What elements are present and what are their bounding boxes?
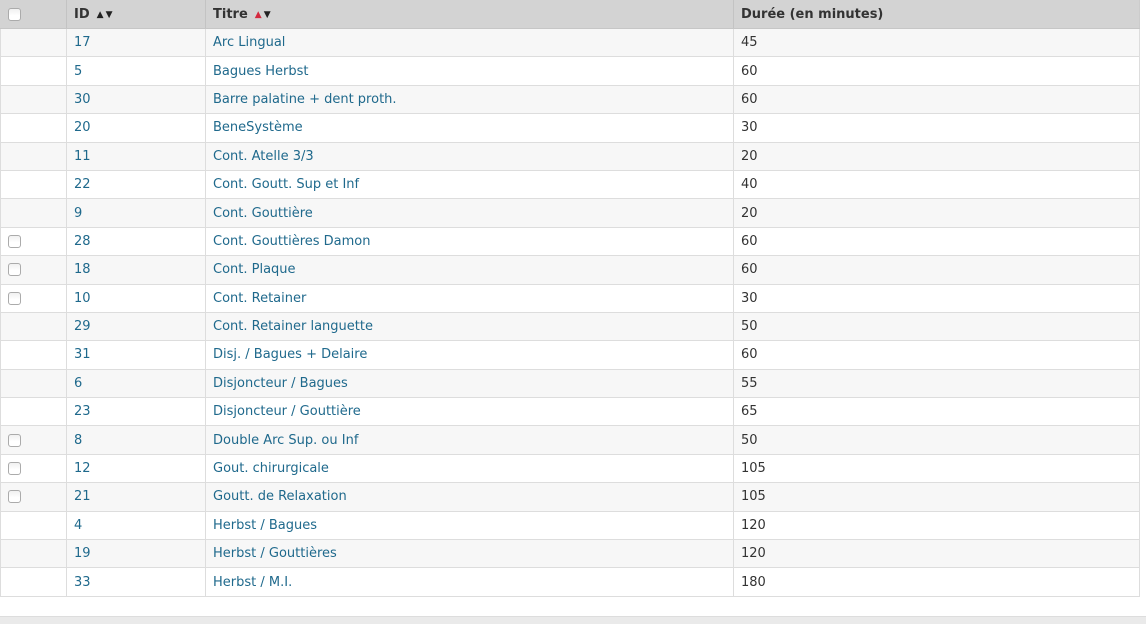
titre-cell (206, 227, 734, 255)
id-cell (67, 341, 206, 369)
id-link[interactable]: 29 (74, 319, 91, 335)
row-checkbox-cell (1, 398, 67, 426)
id-cell (67, 256, 206, 284)
duree-cell (734, 114, 1140, 142)
table-row (1, 426, 1140, 454)
duree-cell (734, 85, 1140, 113)
id-cell (67, 284, 206, 312)
id-cell (67, 312, 206, 340)
table-row (1, 284, 1140, 312)
row-checkbox-cell (1, 284, 67, 312)
table-row (1, 114, 1140, 142)
id-link[interactable]: 4 (74, 517, 83, 533)
titre-link[interactable]: Disjoncteur / Gouttière (213, 404, 361, 420)
titre-cell (206, 454, 734, 482)
row-checkbox-cell (1, 199, 67, 227)
duree-cell (734, 426, 1140, 454)
column-header-id[interactable] (67, 1, 206, 29)
duree-value: 105 (741, 489, 766, 505)
table-row (1, 199, 1140, 227)
duree-cell (734, 142, 1140, 170)
id-link[interactable]: 10 (74, 290, 91, 306)
titre-link[interactable]: Herbst / M.I. (213, 574, 293, 590)
titre-link[interactable]: BeneSystème (213, 120, 303, 136)
row-checkbox-cell (1, 341, 67, 369)
duree-value: 105 (741, 461, 766, 477)
duree-value: 50 (741, 432, 758, 448)
titre-cell (206, 341, 734, 369)
table-row (1, 85, 1140, 113)
duree-value: 55 (741, 375, 758, 391)
id-cell (67, 114, 206, 142)
table-row (1, 483, 1140, 511)
id-link[interactable]: 12 (74, 461, 91, 477)
titre-cell (206, 85, 734, 113)
duree-value: 20 (741, 205, 758, 221)
select-all-checkbox[interactable] (8, 8, 21, 21)
sort-desc-icon[interactable]: ▼ (263, 10, 271, 20)
duree-cell (734, 29, 1140, 57)
column-header-duree-label: Durée (en minutes) (741, 7, 884, 22)
titre-link[interactable]: Herbst / Gouttières (213, 546, 337, 562)
duree-cell (734, 511, 1140, 539)
table-row (1, 227, 1140, 255)
duree-cell (734, 483, 1140, 511)
titre-link[interactable]: Cont. Atelle 3/3 (213, 148, 314, 164)
titre-cell (206, 483, 734, 511)
id-cell (67, 398, 206, 426)
titre-link[interactable]: Double Arc Sup. ou Inf (213, 432, 359, 448)
titre-cell (206, 312, 734, 340)
duree-cell (734, 284, 1140, 312)
id-link[interactable]: 9 (74, 205, 83, 221)
table-row (1, 341, 1140, 369)
row-checkbox-cell (1, 483, 67, 511)
duree-value: 60 (741, 262, 758, 278)
id-cell (67, 369, 206, 397)
titre-link[interactable]: Goutt. de Relaxation (213, 489, 347, 505)
titre-cell (206, 398, 734, 426)
titre-link[interactable]: Cont. Plaque (213, 262, 296, 278)
row-checkbox-cell (1, 57, 67, 85)
id-cell (67, 454, 206, 482)
column-header-duree[interactable] (734, 1, 1140, 29)
row-checkbox[interactable] (8, 490, 21, 503)
row-checkbox[interactable] (8, 292, 21, 305)
duree-value: 60 (741, 347, 758, 363)
id-link[interactable]: 33 (74, 574, 91, 590)
header-row (1, 1, 1140, 29)
titre-link[interactable]: Cont. Goutt. Sup et Inf (213, 177, 360, 193)
row-checkbox-cell (1, 426, 67, 454)
id-cell (67, 426, 206, 454)
id-link[interactable]: 8 (74, 432, 83, 448)
table-row (1, 511, 1140, 539)
row-checkbox[interactable] (8, 235, 21, 248)
table-row (1, 142, 1140, 170)
titre-cell (206, 170, 734, 198)
id-link[interactable]: 11 (74, 148, 91, 164)
duree-value: 180 (741, 574, 766, 590)
table-row (1, 454, 1140, 482)
table-body (1, 29, 1140, 597)
titre-link[interactable]: Cont. Retainer languette (213, 319, 373, 335)
id-link[interactable]: 19 (74, 546, 91, 562)
row-checkbox-cell (1, 170, 67, 198)
duree-cell (734, 540, 1140, 568)
titre-cell (206, 29, 734, 57)
table-row (1, 256, 1140, 284)
titre-cell (206, 142, 734, 170)
duree-cell (734, 398, 1140, 426)
titre-cell (206, 199, 734, 227)
row-checkbox-cell (1, 256, 67, 284)
titre-link[interactable]: Disjoncteur / Bagues (213, 375, 348, 391)
titre-link[interactable]: Barre palatine + dent proth. (213, 91, 397, 107)
titre-cell (206, 568, 734, 596)
select-all-header-cell (1, 1, 67, 29)
row-checkbox[interactable] (8, 462, 21, 475)
id-cell (67, 511, 206, 539)
id-cell (67, 483, 206, 511)
sort-desc-icon[interactable]: ▼ (105, 10, 113, 20)
duree-value: 40 (741, 177, 758, 193)
row-checkbox-cell (1, 29, 67, 57)
duree-value: 30 (741, 120, 758, 136)
titre-link[interactable]: Arc Lingual (213, 35, 286, 51)
row-checkbox-cell (1, 114, 67, 142)
id-link[interactable]: 21 (74, 489, 91, 505)
duree-value: 20 (741, 148, 758, 164)
row-checkbox-cell (1, 369, 67, 397)
row-checkbox-cell (1, 85, 67, 113)
row-checkbox-cell (1, 142, 67, 170)
duree-cell (734, 369, 1140, 397)
id-cell (67, 568, 206, 596)
id-link[interactable]: 20 (74, 120, 91, 136)
id-link[interactable]: 30 (74, 91, 91, 107)
column-header-titre[interactable] (206, 1, 734, 29)
table-row (1, 170, 1140, 198)
duree-cell (734, 312, 1140, 340)
id-link[interactable]: 5 (74, 63, 83, 79)
titre-cell (206, 540, 734, 568)
table-row (1, 540, 1140, 568)
duree-cell (734, 170, 1140, 198)
titre-cell (206, 284, 734, 312)
titre-link[interactable]: Cont. Gouttières Damon (213, 233, 371, 249)
duree-value: 60 (741, 91, 758, 107)
id-cell (67, 142, 206, 170)
titre-link[interactable]: Herbst / Bagues (213, 517, 318, 533)
column-header-titre-label: Titre (213, 7, 248, 22)
duree-value: 60 (741, 233, 758, 249)
duree-value: 50 (741, 319, 758, 335)
titre-cell (206, 511, 734, 539)
duree-cell (734, 227, 1140, 255)
id-cell (67, 540, 206, 568)
row-checkbox[interactable] (8, 434, 21, 447)
duree-cell (734, 199, 1140, 227)
id-link[interactable]: 31 (74, 347, 91, 363)
id-cell (67, 57, 206, 85)
row-checkbox-cell (1, 454, 67, 482)
id-cell (67, 85, 206, 113)
row-checkbox-cell (1, 540, 67, 568)
titre-cell (206, 256, 734, 284)
table-row (1, 29, 1140, 57)
bottom-strip (0, 616, 1146, 624)
titre-link[interactable]: Cont. Retainer (213, 290, 307, 306)
duree-value: 60 (741, 63, 758, 79)
duree-cell (734, 568, 1140, 596)
sort-asc-icon-active[interactable]: ▲ (254, 10, 262, 20)
duree-cell (734, 341, 1140, 369)
duree-value: 45 (741, 35, 758, 51)
id-cell (67, 29, 206, 57)
id-link[interactable]: 28 (74, 233, 91, 249)
row-checkbox-cell (1, 312, 67, 340)
id-link[interactable]: 17 (74, 35, 91, 51)
id-link[interactable]: 23 (74, 404, 91, 420)
table-row (1, 568, 1140, 596)
titre-cell (206, 369, 734, 397)
duree-cell (734, 256, 1140, 284)
titre-link[interactable]: Bagues Herbst (213, 63, 309, 79)
duree-value: 120 (741, 546, 766, 562)
titre-link[interactable]: Gout. chirurgicale (213, 461, 329, 477)
id-cell (67, 170, 206, 198)
titre-link[interactable]: Disj. / Bagues + Delaire (213, 347, 368, 363)
id-cell (67, 199, 206, 227)
table-row (1, 57, 1140, 85)
titre-link[interactable]: Cont. Gouttière (213, 205, 313, 221)
duree-value: 30 (741, 290, 758, 306)
duree-cell (734, 454, 1140, 482)
id-link[interactable]: 6 (74, 375, 83, 391)
duree-value: 120 (741, 517, 766, 533)
id-link[interactable]: 22 (74, 177, 91, 193)
row-checkbox-cell (1, 568, 67, 596)
duree-value: 65 (741, 404, 758, 420)
titre-cell (206, 426, 734, 454)
table-row (1, 398, 1140, 426)
table-row (1, 369, 1140, 397)
duree-cell (734, 57, 1140, 85)
titre-cell (206, 114, 734, 142)
row-checkbox-cell (1, 511, 67, 539)
row-checkbox[interactable] (8, 263, 21, 276)
id-link[interactable]: 18 (74, 262, 91, 278)
titre-cell (206, 57, 734, 85)
column-header-id-label: ID (74, 7, 90, 22)
sort-asc-icon[interactable]: ▲ (96, 10, 104, 20)
table-row (1, 312, 1140, 340)
row-checkbox-cell (1, 227, 67, 255)
id-cell (67, 227, 206, 255)
